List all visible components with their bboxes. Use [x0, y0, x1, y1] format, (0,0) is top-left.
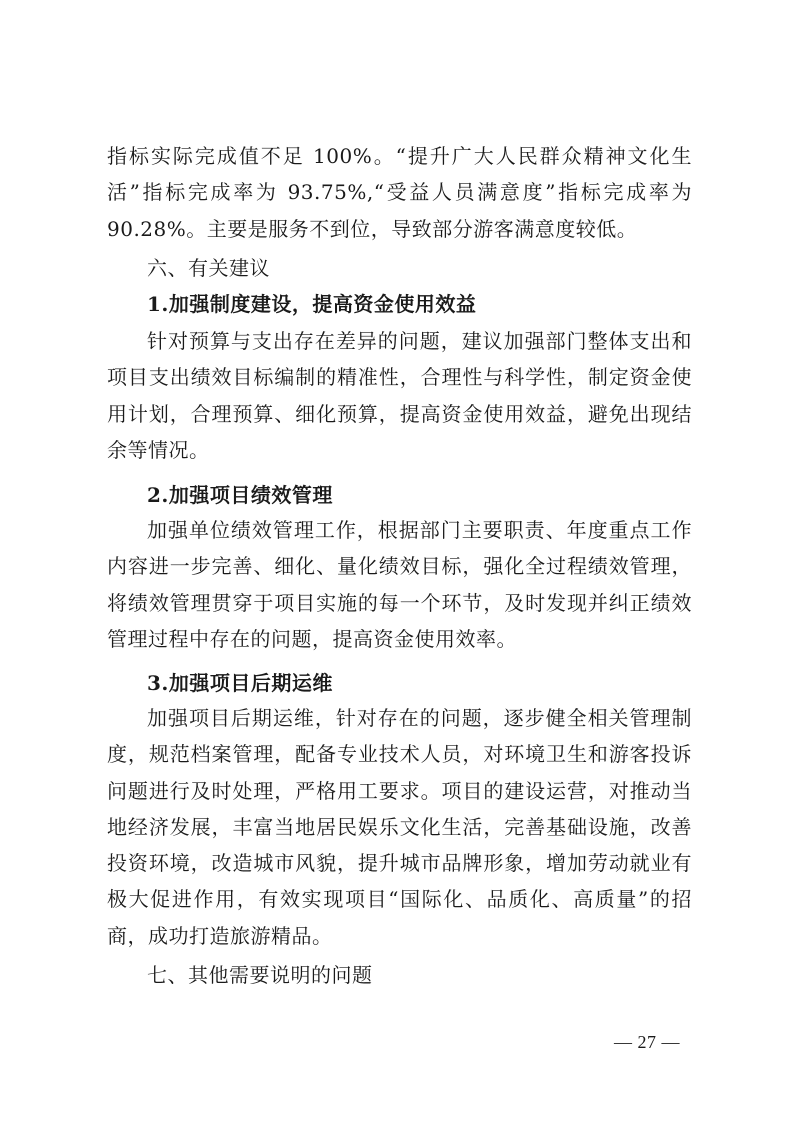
- body-paragraph-satisfaction-results: 指标实际完成值不足 100%。“提升广大人民群众精神文化生活”指标完成率为 93.75%,“受益人员满意度”指标完成率为 90.28%。主要是服务不到位，导致部分游客满意度较低。: [107, 144, 692, 241]
- page-number: — 27 —: [614, 1032, 680, 1052]
- body-paragraph-budget-suggestion: 针对预算与支出存在差异的问题，建议加强部门整体支出和项目支出绩效目标编制的精准性，合理性与科学性，制定资金使用计划，合理预算、细化预算，提高资金使用效益，避免出现结余等情况。: [107, 329, 692, 462]
- section-heading-other-issues: 七、其他需要说明的问题: [147, 963, 373, 987]
- body-paragraph-performance-suggestion: 加强单位绩效管理工作，根据部门主要职责、年度重点工作内容进一步完善、细化、量化绩效目标，强化全过程绩效管理，将绩效管理贯穿于项目实施的每一个环节，及时发现并纠正绩效管理过程中存在的问题，提高资金使用效率。: [107, 518, 692, 651]
- subheading-post-project-maintenance: 3.加强项目后期运维: [147, 671, 333, 695]
- subheading-system-construction: 1.加强制度建设，提高资金使用效益: [147, 292, 477, 316]
- subheading-performance-management: 2.加强项目绩效管理: [147, 483, 333, 507]
- section-heading-suggestions: 六、有关建议: [147, 256, 270, 280]
- body-paragraph-maintenance-suggestion: 加强项目后期运维，针对存在的问题，逐步健全相关管理制度，规范档案管理，配备专业技术人员，对环境卫生和游客投诉问题进行及时处理，严格用工要求。项目的建设运营，对推动当地经济发展，丰富当地居民娱乐文化生活，完善基础设施，改善投资环境，改造城市风貌，提升城市品牌形象，增加劳动就业有极大促进作用，有效实现项目“国际化、品质化、高质量”的招商，成功打造旅游精品。: [107, 706, 692, 948]
